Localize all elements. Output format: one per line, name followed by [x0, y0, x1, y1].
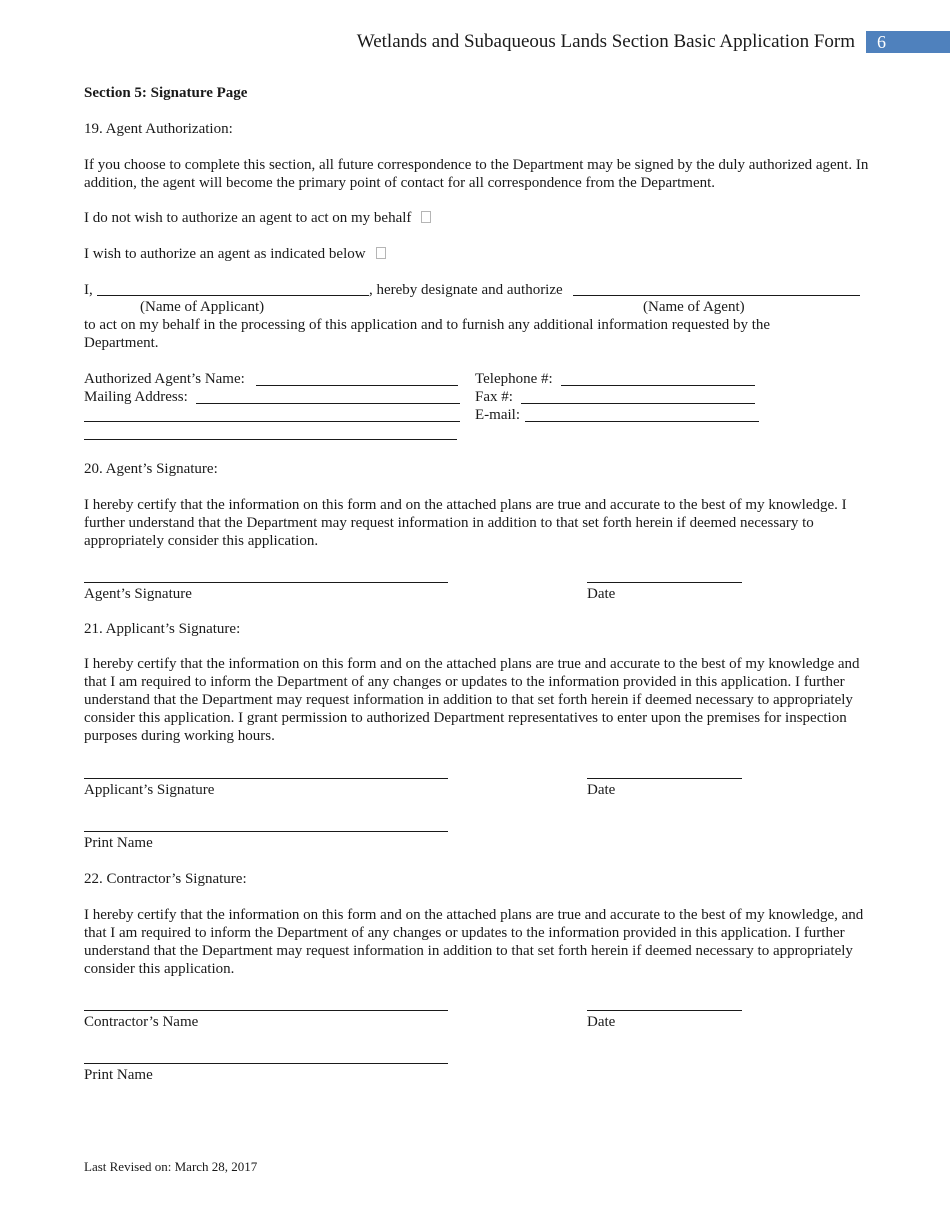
- agent-signature-label: Agent’s Signature: [84, 586, 192, 602]
- telephone-input[interactable]: [561, 385, 755, 386]
- agent-name-label: Authorized Agent’s Name:: [84, 371, 245, 387]
- q21-certification: I hereby certify that the information on this form and on the attached plans are true and accurate to the best of my knowledge and that I am required to inform the Department of any changes or updates to the information provided in this application. I further understand that the Department may request information in addition to that set forth herein if deemed necessary to appropriately consider this application. I grant permission to authorized Department representatives to enter upon the premises for inspection purposes during working hours.: [84, 656, 860, 744]
- last-revised: Last Revised on: March 28, 2017: [84, 1159, 258, 1174]
- q22-heading: 22. Contractor’s Signature:: [84, 871, 247, 887]
- applicant-print-name-line[interactable]: [84, 831, 448, 832]
- agent-date-line[interactable]: [587, 582, 742, 583]
- form-title: Wetlands and Subaqueous Lands Section Basic Application Form: [356, 31, 855, 52]
- email-label: E-mail:: [475, 407, 520, 423]
- applicant-date-line[interactable]: [587, 778, 742, 779]
- telephone-label: Telephone #:: [475, 371, 553, 387]
- contractor-date-line[interactable]: [587, 1010, 742, 1011]
- q21-heading: 21. Applicant’s Signature:: [84, 621, 241, 637]
- contractor-name-line[interactable]: [84, 1010, 448, 1011]
- agent-signature-line[interactable]: [84, 582, 448, 583]
- contractor-print-name-label: Print Name: [84, 1067, 153, 1083]
- mailing-address-input-1[interactable]: [196, 403, 460, 404]
- mailing-address-label: Mailing Address:: [84, 389, 188, 405]
- applicant-date-label: Date: [587, 782, 616, 798]
- option-yes-agent-label: I wish to authorize an agent as indicated below: [84, 246, 366, 262]
- option-yes-agent: [84, 245, 386, 263]
- agent-name-input[interactable]: [256, 385, 458, 386]
- q20-certification: I hereby certify that the information on this form and on the attached plans are true and accurate to the best of my knowledge. I further understand that the Department may request information in addition to that set forth herein if deemed necessary to appropriately consider this application.: [84, 497, 847, 549]
- option-no-agent-checkbox[interactable]: [421, 211, 431, 223]
- name-of-agent-caption: (Name of Agent): [643, 299, 745, 315]
- q19-intro: If you choose to complete this section, all future correspondence to the Department may be signed by the duly authorized agent. In addition, the agent will become the primary point of contact for all correspondence from the Department.: [84, 157, 869, 191]
- agent-date-label: Date: [587, 586, 616, 602]
- option-no-agent-label: I do not wish to authorize an agent to act on my behalf: [84, 210, 412, 226]
- fax-label: Fax #:: [475, 389, 513, 405]
- q19-heading: 19. Agent Authorization:: [84, 121, 233, 137]
- mailing-address-input-3[interactable]: [84, 439, 457, 440]
- option-yes-agent-checkbox[interactable]: [376, 247, 386, 259]
- page-number-badge: 6: [866, 31, 950, 53]
- applicant-signature-line[interactable]: [84, 778, 448, 779]
- designate-continuation: to act on my behalf in the processing of this application and to furnish any additional information requested by the Department.: [84, 317, 771, 351]
- option-no-agent: [84, 209, 431, 227]
- contractor-date-label: Date: [587, 1014, 616, 1030]
- agent-name-field[interactable]: [573, 295, 860, 296]
- q20-heading: 20. Agent’s Signature:: [84, 461, 218, 477]
- applicant-name-field[interactable]: [97, 295, 369, 296]
- mailing-address-input-2[interactable]: [84, 421, 460, 422]
- fax-input[interactable]: [521, 403, 755, 404]
- contractor-name-label: Contractor’s Name: [84, 1014, 199, 1030]
- name-of-applicant-caption: (Name of Applicant): [140, 299, 265, 315]
- q22-certification: I hereby certify that the information on this form and on the attached plans are true and accurate to the best of my knowledge, and that I am required to inform the Department of any changes or updates to the information provided in this application. I further understand that the Department may request information in addition to that set forth herein if deemed necessary to appropriately consider this application.: [84, 907, 864, 977]
- email-input[interactable]: [525, 421, 759, 422]
- section-title: Section 5: Signature Page: [84, 85, 248, 101]
- applicant-signature-label: Applicant’s Signature: [84, 782, 215, 798]
- contractor-print-name-line[interactable]: [84, 1063, 448, 1064]
- designate-prefix: I,: [84, 282, 93, 298]
- applicant-print-name-label: Print Name: [84, 835, 153, 851]
- designate-middle: , hereby designate and authorize: [369, 282, 563, 298]
